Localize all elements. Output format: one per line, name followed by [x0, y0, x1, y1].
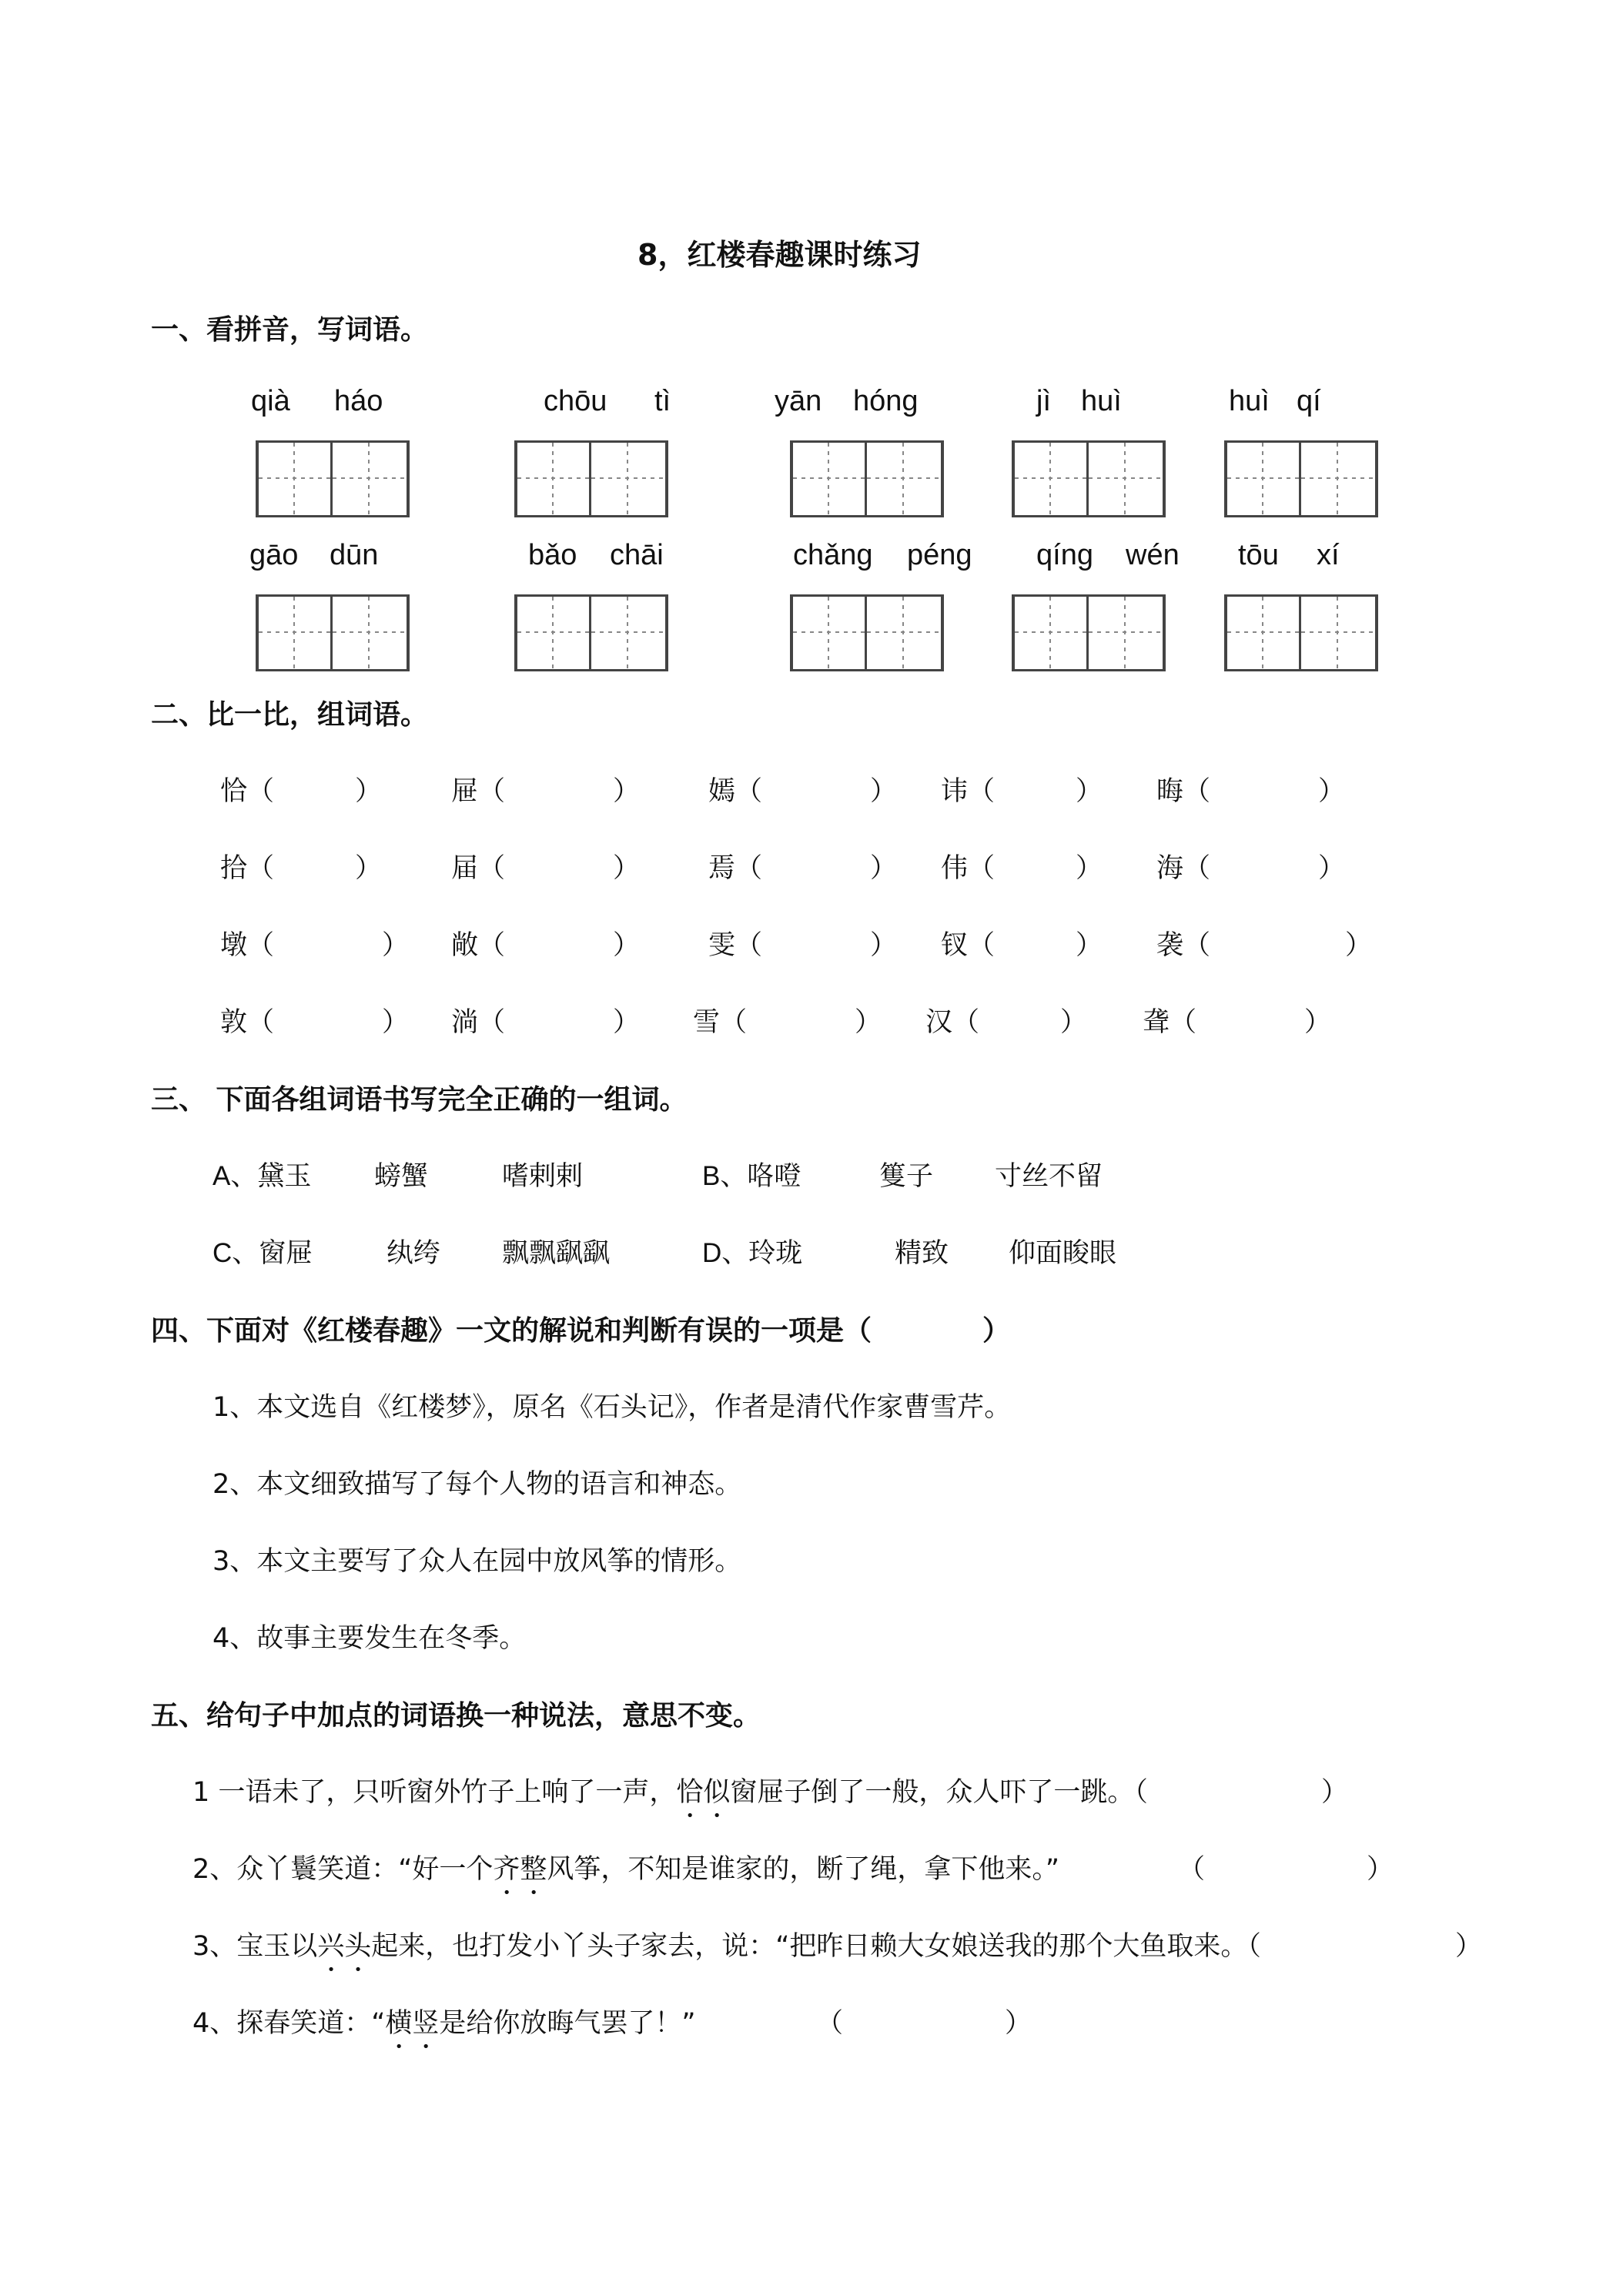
pinyin: jì — [1036, 385, 1051, 417]
sentence-4 — [192, 2002, 696, 2055]
compare-item: 讳（ ） — [941, 776, 1103, 807]
dotted-word: 兴头 — [317, 1931, 372, 1962]
writing-box[interactable] — [1012, 440, 1166, 517]
compare-item: 敦（ ） — [220, 1007, 410, 1038]
compare-item: 恰（ ） — [220, 776, 383, 807]
pinyin: hóng — [853, 385, 919, 417]
answer-bracket[interactable]: ） — [1321, 1777, 1349, 1808]
sentence-1 — [192, 1771, 1148, 1824]
pinyin: qià — [251, 385, 290, 417]
compare-item: 雯（ ） — [708, 930, 898, 961]
compare-item: 晦（ ） — [1156, 776, 1346, 807]
option-c-word-1: C、窗屉 — [212, 1238, 313, 1268]
option-b-word-3: 寸丝不留 — [995, 1161, 1103, 1192]
section2-heading: 二、比一比，组词语。 — [151, 699, 429, 731]
option-d-word-3: 仰面睃眼 — [1009, 1238, 1117, 1269]
writing-box[interactable] — [514, 594, 668, 671]
dotted-word: 横竖 — [385, 2008, 440, 2039]
statement-item: 4、故事主要发生在冬季。 — [212, 1623, 527, 1654]
dotted-word: 恰似 — [676, 1777, 731, 1808]
answer-bracket[interactable]: ） — [1455, 1931, 1483, 1962]
pinyin: tì — [654, 385, 671, 417]
pinyin: péng — [907, 539, 972, 571]
writing-box[interactable] — [256, 440, 410, 517]
pinyin: yān — [775, 385, 822, 417]
sentence-2 — [192, 1848, 1059, 1901]
compare-item: 墩（ ） — [220, 930, 410, 961]
compare-item: 海（ ） — [1156, 853, 1346, 884]
option-b-word-1: B、咯噔 — [702, 1161, 801, 1191]
section5-heading: 五、给句子中加点的词语换一种说法，意思不变。 — [151, 1700, 761, 1732]
pinyin: huì — [1229, 385, 1270, 417]
pinyin: qí — [1297, 385, 1321, 417]
sentence-text: 风筝，不知是谁家的，断了绳，拿下他来。” — [547, 1854, 1060, 1885]
statement-item: 2、本文细致描写了每个人物的语言和神态。 — [212, 1469, 742, 1500]
sentence-3 — [192, 1925, 1261, 1978]
writing-box[interactable] — [790, 440, 944, 517]
compare-item: 淌（ ） — [451, 1007, 641, 1038]
writing-box[interactable] — [1012, 594, 1166, 671]
sentence-text: 1 一语未了，只听窗外竹子上响了一声， — [192, 1777, 677, 1808]
compare-item: 聋（ ） — [1143, 1007, 1332, 1038]
page-title: 8，红楼春趣课时练习 — [637, 238, 922, 272]
compare-item: 雪（ ） — [693, 1007, 882, 1038]
pinyin: chōu — [544, 385, 607, 417]
answer-bracket[interactable]: （ ） — [1178, 1854, 1394, 1885]
sentence-text: 3、宝玉以 — [192, 1931, 318, 1962]
pinyin: chǎng — [793, 539, 873, 571]
compare-item: 拾（ ） — [220, 853, 383, 884]
writing-box[interactable] — [790, 594, 944, 671]
compare-item: 届（ ） — [451, 853, 641, 884]
writing-box[interactable] — [514, 440, 668, 517]
compare-item: 钗（ ） — [941, 930, 1103, 961]
compare-item: 汉（ ） — [925, 1007, 1088, 1038]
compare-item: 屉（ ） — [451, 776, 641, 807]
option-b-word-2: 篗子 — [879, 1161, 934, 1192]
compare-item: 袭（ ） — [1156, 930, 1373, 961]
option-d-word-1: D、玲珑 — [702, 1238, 803, 1268]
statement-item: 3、本文主要写了众人在园中放风筝的情形。 — [212, 1546, 742, 1577]
writing-box[interactable] — [1224, 594, 1378, 671]
pinyin: chāi — [610, 539, 664, 571]
compare-item: 敞（ ） — [451, 930, 641, 961]
sentence-text: 4、探春笑道：“ — [192, 2008, 386, 2039]
option-a-word-1: A、黛玉 — [212, 1161, 312, 1191]
section3-heading: 三、 下面各组词语书写完全正确的一组词。 — [151, 1084, 688, 1116]
dotted-word: 齐整 — [493, 1854, 547, 1885]
compare-item: 伟（ ） — [941, 853, 1103, 884]
option-a-word-3: 嗜剌剌 — [502, 1161, 584, 1192]
compare-item: 焉（ ） — [708, 853, 898, 884]
sentence-text: 是给你放晦气罢了！” — [439, 2008, 696, 2039]
writing-box[interactable] — [1224, 440, 1378, 517]
pinyin: gāo — [249, 539, 299, 571]
option-a-word-2: 螃蟹 — [374, 1161, 429, 1192]
section1-heading: 一、看拼音，写词语。 — [151, 314, 429, 346]
pinyin: xí — [1317, 539, 1340, 571]
option-c-word-3: 飘飘飖飖 — [502, 1238, 611, 1269]
section4-heading: 四、下面对《红楼春趣》一文的解说和判断有误的一项是（ ） — [151, 1315, 1011, 1347]
pinyin: qíng — [1036, 539, 1093, 571]
pinyin: dūn — [330, 539, 379, 571]
pinyin: háo — [334, 385, 383, 417]
statement-item: 1、本文选自《红楼梦》，原名《石头记》，作者是清代作家曹雪芹。 — [212, 1392, 1012, 1423]
pinyin: huì — [1081, 385, 1122, 417]
sentence-text: 2、众丫鬟笑道：“好一个 — [192, 1854, 494, 1885]
option-c-word-2: 纨绔 — [387, 1238, 441, 1269]
sentence-text: 窗屉子倒了一般，众人吓了一跳。（ — [730, 1777, 1148, 1808]
pinyin: bǎo — [528, 539, 577, 571]
pinyin: tōu — [1238, 539, 1279, 571]
answer-bracket[interactable]: （ ） — [816, 2008, 1032, 2039]
compare-item: 嫣（ ） — [708, 776, 898, 807]
sentence-text: 起来，也打发小丫头子家去，说：“把昨日赖大女娘送我的那个大鱼取来。（ — [371, 1931, 1261, 1962]
option-d-word-2: 精致 — [895, 1238, 949, 1269]
pinyin: wén — [1126, 539, 1180, 571]
writing-box[interactable] — [256, 594, 410, 671]
